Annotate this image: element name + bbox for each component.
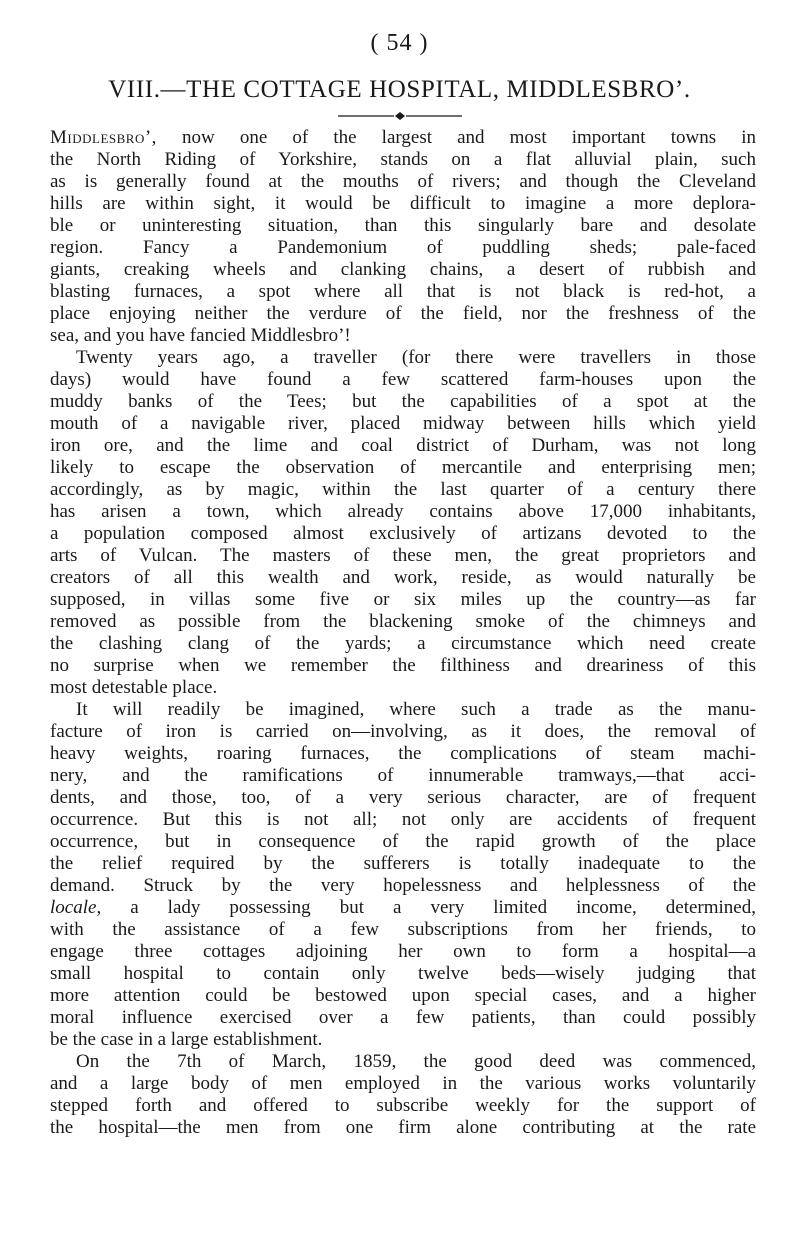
- text-line: nery, and the ramifications of innumerable tramways,—that acci-: [50, 765, 756, 786]
- italic-word: locale: [50, 897, 97, 918]
- text-line: place enjoying neither the verdure of the field, nor the freshness of the: [50, 303, 756, 324]
- text-line: giants, creaking wheels and clanking chains, a desert of rubbish and: [50, 259, 756, 280]
- text-line: accordingly, as by magic, within the last quarter of a century there: [50, 479, 756, 500]
- text-line: supposed, in villas some five or six miles up the country—as far: [50, 589, 756, 610]
- text-line: muddy banks of the Tees; but the capabilities of a spot at the: [50, 391, 756, 412]
- text-line: and a large body of men employed in the various works voluntarily: [50, 1073, 756, 1094]
- text-line: the clashing clang of the yards; a circumstance which need create: [50, 633, 756, 654]
- text-line: sea, and you have fancied Middlesbro’!: [50, 325, 351, 346]
- text-line: the North Riding of Yorkshire, stands on a flat alluvial plain, such: [50, 149, 756, 170]
- text-line: no surprise when we remember the filthiness and dreariness of this: [50, 655, 756, 676]
- line-text: now one of the largest and most important towns in: [156, 127, 756, 148]
- body-text: [50, 127, 756, 1139]
- text-line: facture of iron is carried on—involving, as it does, the removal of: [50, 721, 756, 742]
- text-line: the relief required by the sufferers is totally inadequate to the: [50, 853, 756, 874]
- text-line: as is generally found at the mouths of rivers; and though the Cleveland: [50, 171, 756, 192]
- text-line: has arisen a town, which already contains above 17,000 inhabitants,: [50, 501, 756, 522]
- chapter-title: VIII.—THE COTTAGE HOSPITAL, MIDDLESBRO’.: [108, 76, 691, 103]
- text-line: stepped forth and offered to subscribe weekly for the support of: [50, 1095, 756, 1116]
- text-line: removed as possible from the blackening smoke of the chimneys and: [50, 611, 756, 632]
- text-line: likely to escape the observation of mercantile and enterprising men;: [50, 457, 756, 478]
- text-line: locale, a lady possessing but a very limited income, determined,: [50, 897, 756, 918]
- text-line: dents, and those, too, of a very serious character, are of frequent: [50, 787, 756, 808]
- text-line: most detestable place.: [50, 677, 218, 698]
- text-line: region. Fancy a Pandemonium of puddling sheds; pale-faced: [50, 237, 756, 258]
- text-line: a population composed almost exclusively of artizans devoted to the: [50, 523, 756, 544]
- lead-word: Middlesbro’,: [50, 127, 157, 148]
- text-line: arts of Vulcan. The masters of these men, the great proprietors and: [50, 545, 756, 566]
- text-line: small hospital to contain only twelve beds—wisely judging that: [50, 963, 756, 984]
- text-line: heavy weights, roaring furnaces, the complications of steam machi-: [50, 743, 756, 764]
- text-line: with the assistance of a few subscriptions from her friends, to: [50, 919, 756, 940]
- text-line: iron ore, and the lime and coal district of Durham, was not long: [50, 435, 756, 456]
- diamond-rule-ornament: [336, 111, 464, 121]
- text-line: On the 7th of March, 1859, the good deed was commenced,: [76, 1051, 756, 1072]
- text-line: the hospital—the men from one firm alone contributing at the rate: [50, 1117, 756, 1138]
- text-line: moral influence exercised over a few patients, than could possibly: [50, 1007, 756, 1028]
- text-line: occurrence. But this is not all; not only are accidents of frequent: [50, 809, 756, 830]
- text-line: demand. Struck by the very hopelessness and helplessness of the: [50, 875, 756, 896]
- text-line: hills are within sight, it would be difficult to imagine a more deplora-: [50, 193, 756, 214]
- text-line: Twenty years ago, a traveller (for there were travellers in those: [76, 347, 756, 368]
- text-line: ble or uninteresting situation, than this singularly bare and desolate: [50, 215, 756, 236]
- text-line: It will readily be imagined, where such a trade as the manu-: [76, 699, 756, 720]
- text-line: [50, 127, 756, 149]
- text-line: blasting furnaces, a spot where all that is not black is red-hot, a: [50, 281, 756, 302]
- text-line: engage three cottages adjoining her own to form a hospital—a: [50, 941, 756, 962]
- text-line: creators of all this wealth and work, reside, as would naturally be: [50, 567, 756, 588]
- text-line: days) would have found a few scattered farm-houses upon the: [50, 369, 756, 390]
- text-line: be the case in a large establishment.: [50, 1029, 323, 1050]
- text-line: mouth of a navigable river, placed midway between hills which yield: [50, 413, 756, 434]
- text-line: more attention could be bestowed upon special cases, and a higher: [50, 985, 756, 1006]
- text-line: occurrence, but in consequence of the rapid growth of the place: [50, 831, 756, 852]
- page-number: ( 54 ): [370, 30, 429, 56]
